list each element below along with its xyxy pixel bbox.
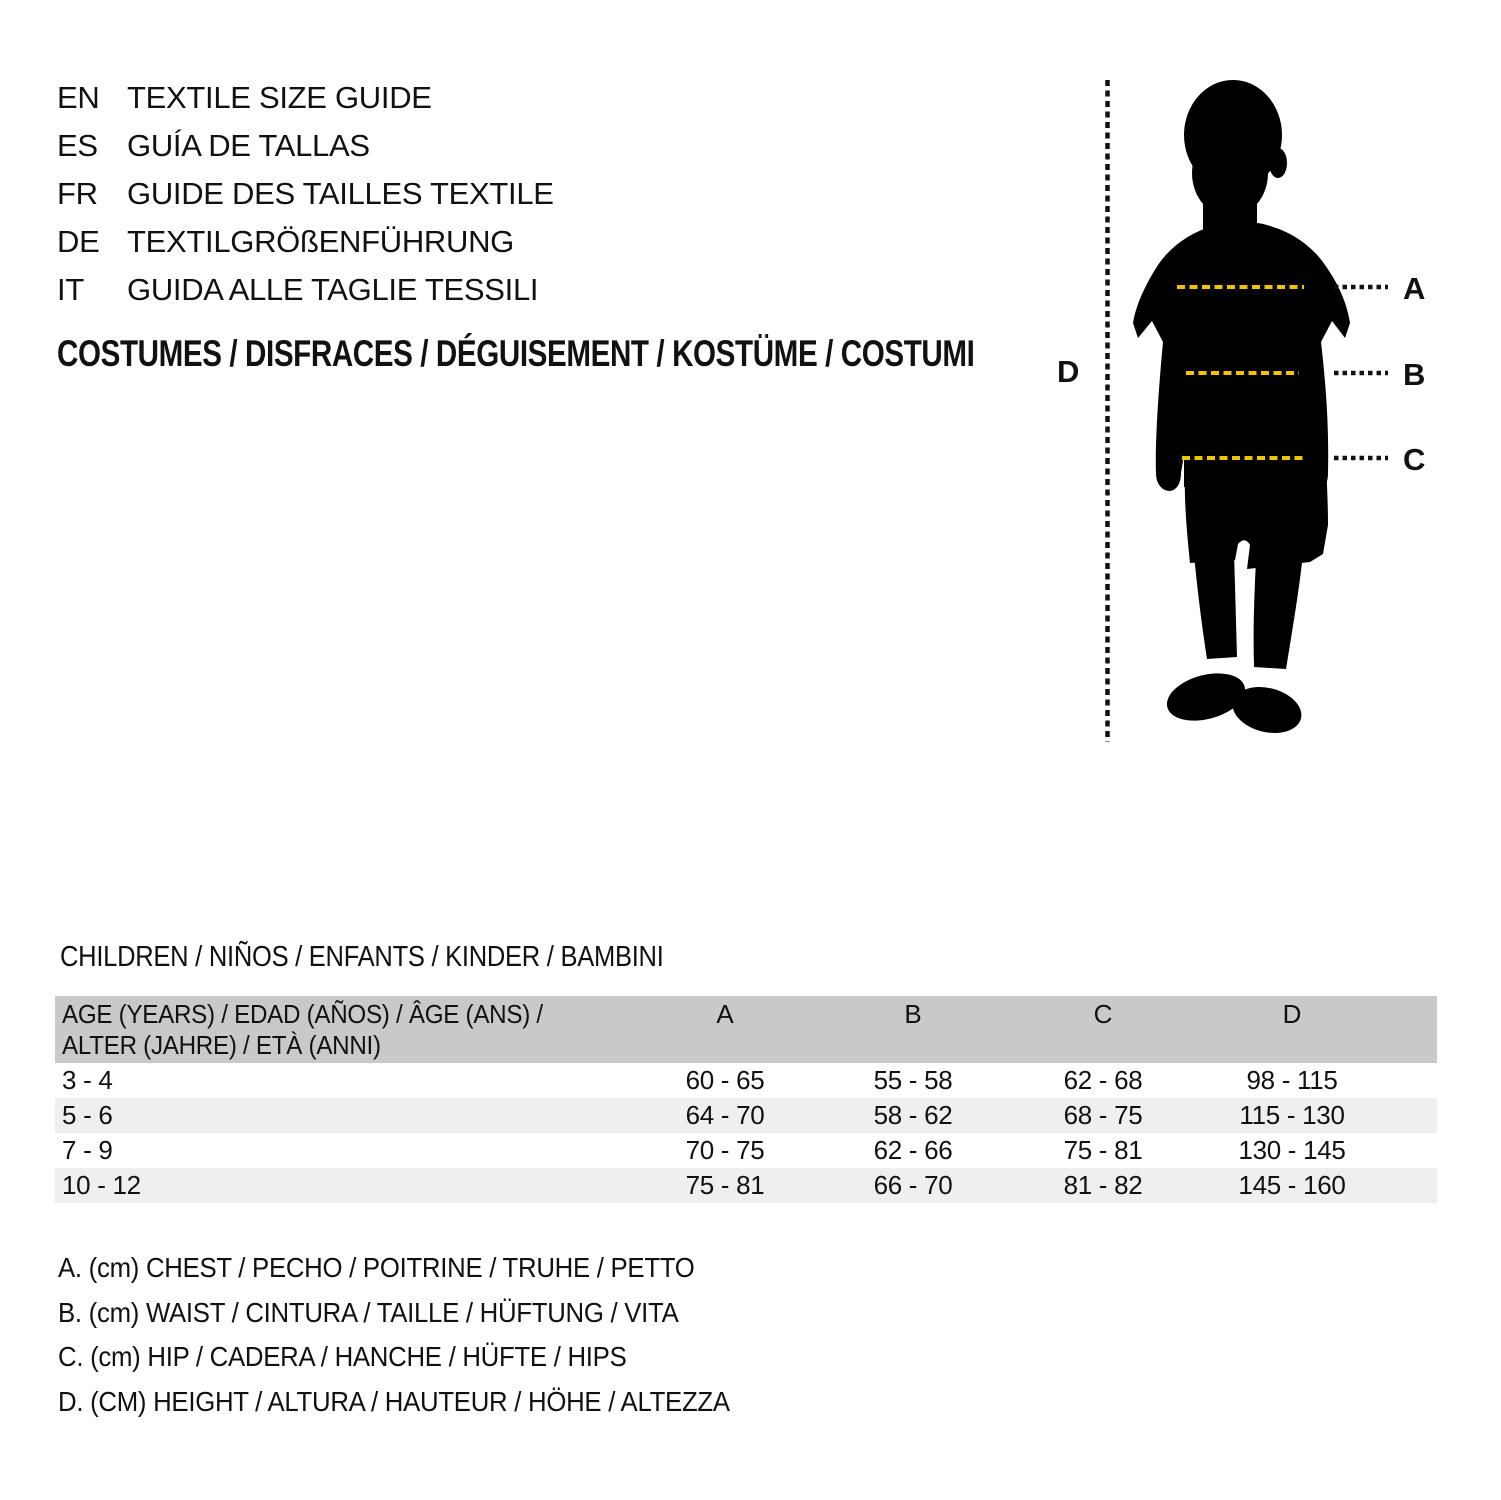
height-cell: 98 - 115 — [1246, 1065, 1338, 1095]
hip-cell: 62 - 68 — [1063, 1065, 1143, 1095]
waist-cell: 62 - 66 — [873, 1135, 953, 1165]
hip-cell: 75 - 81 — [1063, 1135, 1143, 1165]
legend-item-waist: B. (cm) WAIST / CINTURA / TAILLE / HÜFTUNG / VITA — [58, 1296, 679, 1328]
measurement-legend — [58, 1246, 788, 1424]
column-header-d: D — [1282, 999, 1302, 1029]
silhouette-right-leg — [1254, 560, 1302, 669]
children-size-table — [55, 996, 1437, 1203]
age-cell: 5 - 6 — [62, 1100, 113, 1130]
age-cell: 3 - 4 — [62, 1065, 113, 1095]
hip-cell: 81 - 82 — [1063, 1170, 1143, 1200]
language-code: IT — [57, 272, 84, 307]
measure-label-b: B — [1403, 357, 1426, 392]
silhouette-shorts — [1185, 453, 1328, 569]
list-item — [57, 74, 554, 122]
legend-item-chest: A. (cm) CHEST / PECHO / POITRINE / TRUHE / PETTO — [58, 1252, 695, 1283]
measurement-figure — [1040, 55, 1500, 755]
guide-title-es: GUÍA DE TALLAS — [127, 128, 370, 163]
list-item — [57, 170, 554, 218]
measure-label-c: C — [1403, 442, 1426, 477]
child-silhouette — [1133, 80, 1350, 740]
guide-title-fr: GUIDE DES TAILLES TEXTILE — [127, 176, 554, 211]
column-header-a: A — [716, 999, 734, 1029]
height-cell: 145 - 160 — [1238, 1170, 1346, 1200]
legend-item-height: D. (CM) HEIGHT / ALTURA / HAUTEUR / HÖHE / ALTEZZA — [58, 1385, 730, 1417]
hip-cell: 68 - 75 — [1063, 1100, 1143, 1130]
table-row — [55, 1063, 1437, 1098]
list-item — [57, 122, 554, 170]
silhouette-torso-arms — [1133, 222, 1350, 491]
chest-cell: 75 - 81 — [685, 1170, 765, 1200]
column-header-b: B — [904, 999, 922, 1029]
chest-cell: 64 - 70 — [685, 1100, 765, 1130]
age-column-header — [62, 999, 543, 1061]
silhouette-ear — [1269, 148, 1287, 178]
language-code: ES — [57, 128, 98, 163]
height-cell: 130 - 145 — [1238, 1135, 1346, 1165]
guide-title-it: GUIDA ALLE TAGLIE TESSILI — [127, 272, 539, 307]
guide-title-de: TEXTILGRÖßENFÜHRUNG — [127, 224, 514, 259]
table-row — [55, 1133, 1437, 1168]
measure-label-d: D — [1057, 354, 1080, 389]
silhouette-left-leg — [1194, 553, 1237, 659]
height-cell: 115 - 130 — [1239, 1100, 1345, 1130]
measure-label-a: A — [1403, 271, 1426, 306]
chest-cell: 60 - 65 — [685, 1065, 765, 1095]
waist-cell: 66 - 70 — [873, 1170, 953, 1200]
legend-item-hip: C. (cm) HIP / CADERA / HANCHE / HÜFTE / HIPS — [58, 1341, 627, 1372]
language-code: FR — [57, 176, 98, 211]
list-item — [57, 266, 554, 314]
chest-cell: 70 - 75 — [685, 1135, 765, 1165]
age-cell: 7 - 9 — [62, 1135, 113, 1165]
age-header-line2: ALTER (JAHRE) / ETÀ (ANNI) — [62, 1030, 381, 1060]
children-section-heading: CHILDREN / NIÑOS / ENFANTS / KINDER / BAMBINI — [60, 941, 664, 973]
age-header-line1: AGE (YEARS) / EDAD (AÑOS) / ÂGE (ANS) / — [62, 999, 543, 1029]
language-title-list — [57, 74, 554, 314]
language-code: EN — [57, 80, 100, 115]
category-line: COSTUMES / DISFRACES / DÉGUISEMENT / KOSTÜME / COSTUMI — [57, 333, 975, 374]
column-header-c: C — [1093, 999, 1113, 1029]
age-cell: 10 - 12 — [62, 1170, 141, 1200]
table-row — [55, 1168, 1437, 1203]
table-row — [55, 1098, 1437, 1133]
waist-cell: 55 - 58 — [873, 1065, 953, 1095]
guide-title-en: TEXTILE SIZE GUIDE — [127, 80, 432, 115]
list-item — [57, 218, 554, 266]
language-code: DE — [57, 224, 100, 259]
table-header-row — [55, 996, 1437, 1063]
waist-cell: 58 - 62 — [873, 1100, 953, 1130]
